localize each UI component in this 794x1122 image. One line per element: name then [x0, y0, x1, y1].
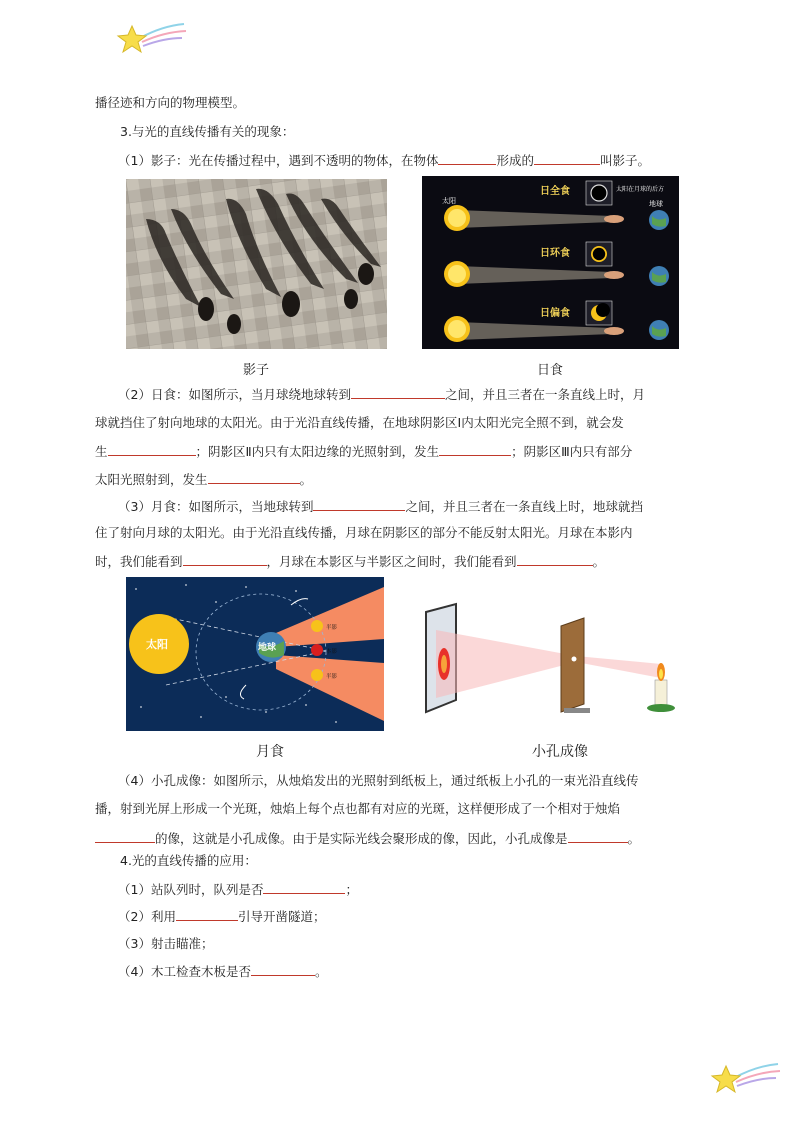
section-heading: 4.光的直线传播的应用：: [120, 853, 257, 868]
star-decoration-top: [112, 18, 192, 60]
text-line: （4）木工检查木板是否 。: [118, 964, 328, 979]
caption-lunar-eclipse: 月食: [256, 744, 284, 760]
answer-blank[interactable]: [208, 470, 300, 484]
lunar-penumbra-upper-label: 半影: [326, 625, 338, 631]
solar-annular-label: 日环食: [540, 248, 570, 259]
text-line: 太阳光照射到，发生 。: [95, 472, 313, 487]
answer-blank[interactable]: [251, 962, 315, 976]
answer-blank[interactable]: [176, 907, 238, 921]
section-heading: 3.与光的直线传播有关的现象：: [120, 124, 295, 139]
answer-blank[interactable]: [95, 829, 155, 843]
text-line: 播，射到光屏上形成一个光斑，烛焰上每个点也都有对应的光斑，这样便形成了一个相对于烛焰: [95, 801, 621, 816]
lunar-sun-label: 太阳: [146, 638, 168, 651]
answer-blank[interactable]: [351, 385, 445, 399]
answer-blank[interactable]: [517, 552, 593, 566]
text-line: （3）月食：如图所示，当地球转到 之间，并且三者在一条直线上时，地球就挡: [118, 499, 643, 514]
lunar-penumbra-lower-label: 半影: [326, 674, 338, 680]
text-line: （3）射击瞄准；: [118, 936, 214, 951]
lunar-eclipse-diagram: [126, 577, 384, 731]
caption-solar-eclipse: 日食: [536, 363, 563, 378]
caption-pinhole: 小孔成像: [532, 744, 588, 760]
answer-blank[interactable]: [568, 829, 628, 843]
answer-blank[interactable]: [438, 151, 496, 165]
text-line: （1）影子：光在传播过程中，遇到不透明的物体，在物体 形成的 叫影子。: [118, 153, 650, 168]
star-icon: [112, 18, 192, 60]
solar-sun-label: 太阳: [442, 197, 456, 205]
text-line: （2）利用 引导开凿隧道；: [118, 909, 326, 924]
text-line: 球就挡住了射向地球的太阳光。由于光沿直线传播，在地球阴影区Ⅰ内太阳光完全照不到，就会发: [95, 415, 624, 430]
text-line: （4）小孔成像：如图所示，从烛焰发出的光照射到纸板上，通过纸板上小孔的一束光沿直线传: [118, 773, 639, 788]
pinhole-camera-diagram: [406, 600, 688, 730]
solar-partial-label: 日偏食: [540, 308, 570, 319]
text-line: （2）日食：如图所示，当月球绕地球转到 之间，并且三者在一条直线上时，月: [118, 387, 645, 402]
solar-note: 太阳在月球的后方: [616, 186, 665, 193]
solar-total-label: 日全食: [540, 186, 570, 197]
star-icon: [706, 1058, 786, 1100]
text-line: 住了射向月球的太阳光。由于光沿直线传播，月球在阴影区的部分不能反射太阳光。月球在本影内: [95, 525, 633, 540]
text-line: 时，我们能看到 ，月球在本影区与半影区之间时，我们能看到 。: [95, 554, 606, 569]
text-line: 的像，这就是小孔成像。由于是实际光线会聚形成的像，因此，小孔成像是 。: [95, 829, 640, 848]
answer-blank[interactable]: [263, 880, 345, 894]
solar-earth-label: 地球: [649, 200, 663, 208]
answer-blank[interactable]: [313, 497, 405, 511]
answer-blank[interactable]: [108, 442, 196, 456]
shadow-photo: [126, 179, 387, 349]
text-line: 生 ；阴影区Ⅱ内只有太阳边缘的光照射到，发生 ；阴影区Ⅲ内只有部分: [95, 444, 633, 459]
answer-blank[interactable]: [534, 151, 600, 165]
lunar-umbra-label: 本影: [326, 649, 338, 655]
text-line: 播径迹和方向的物理模型。: [95, 95, 246, 110]
lunar-earth-label: 地球: [258, 643, 277, 653]
solar-eclipse-diagram: [422, 176, 679, 349]
text-line: （1）站队列时，队列是否 ；: [118, 882, 358, 897]
answer-blank[interactable]: [439, 442, 511, 456]
answer-blank[interactable]: [183, 552, 267, 566]
caption-shadow: 影子: [242, 363, 269, 378]
star-decoration-bottom: [706, 1058, 786, 1100]
